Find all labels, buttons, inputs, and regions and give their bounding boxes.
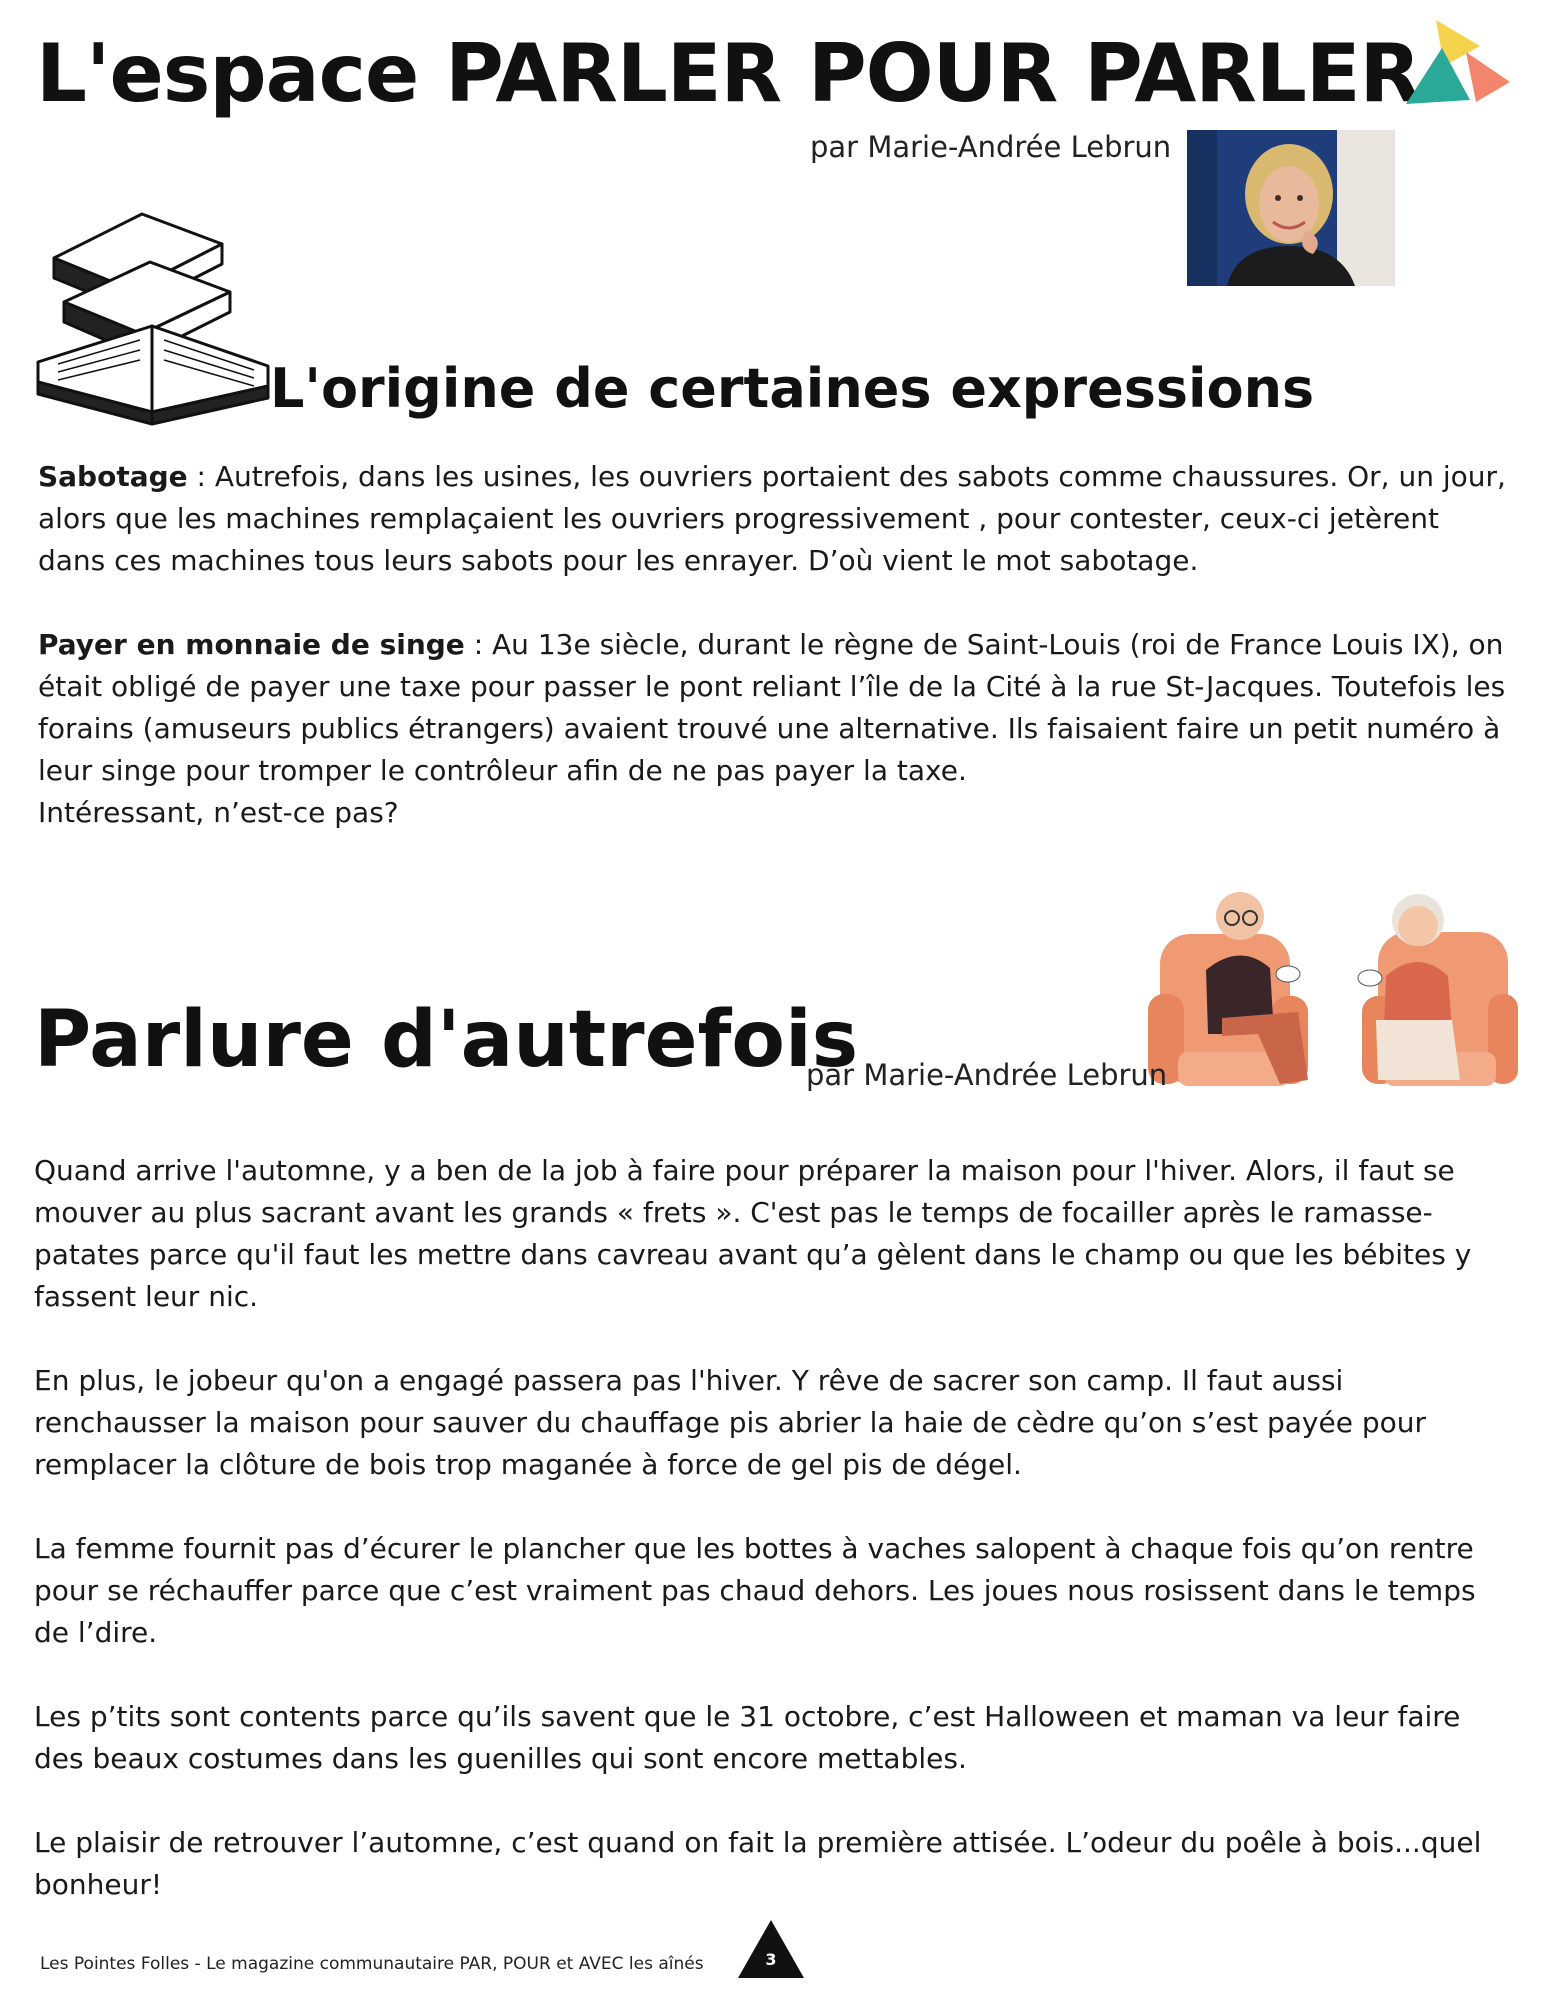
page-number: 3 bbox=[765, 1950, 777, 1969]
closing-remark: Intéressant, n’est-ce pas? bbox=[38, 796, 399, 829]
paragraph: La femme fournit pas d’écurer le plancher que les bottes à vaches salopent à chaque fois qu’on rentre pour se réchauffer parce que c’est vraiment pas chaud dehors. Les joues nous rosissent dans le temps de l’dire. bbox=[34, 1532, 1476, 1649]
expression-entry: Payer en monnaie de singe : Au 13e siècle, durant le règne de Saint-Louis (roi de France Louis IX), on était obligé de payer une taxe pour passer le pont reliant l’île de la Cité à la rue St-Jacques. Toutefois les forains (amuseurs publics étrangers) avaient trouvé une alternative. Ils faisaient faire un petit numéro à leur singe pour tromper le contrôleur afin de ne pas payer la taxe. bbox=[38, 628, 1506, 787]
expression-term: Payer en monnaie de singe bbox=[38, 628, 465, 661]
paragraph: En plus, le jobeur qu'on a engagé passera pas l'hiver. Y rêve de sacrer son camp. Il faut aussi renchausser la maison pour sauver du chauffage pis abrier la haie de cèdre qu’on s’est payée pour remplacer la clôture de bois trop maganée à force de gel pis de dégel. bbox=[34, 1364, 1426, 1481]
author-photo bbox=[1187, 130, 1395, 286]
expression-entry: Sabotage : Autrefois, dans les usines, les ouvriers portaient des sabots comme chaussures. Or, un jour, alors que les machines remplaçaient les ouvriers progressivement , pour contester, ceux-ci jetèrent dans ces machines tous leurs sabots pour les enrayer. D’où vient le mot sabotage. bbox=[38, 460, 1506, 577]
expression-term: Sabotage bbox=[38, 460, 188, 493]
page-title: L'espace PARLER POUR PARLER bbox=[36, 27, 1421, 120]
paragraph: Quand arrive l'automne, y a ben de la job à faire pour préparer la maison pour l'hiver. Alors, il faut se mouver au plus sacrant avant les grands « frets ». C'est pas le temps de focailler après le ramasse-patates parce qu'il faut les mettre dans cavreau avant qu’a gèlent dans le champ ou que les bébites y fassent leur nic. bbox=[34, 1154, 1472, 1313]
books-icon bbox=[32, 206, 272, 430]
magazine-logo bbox=[1398, 18, 1518, 110]
page-number-badge bbox=[738, 1920, 804, 1978]
section-title-parlure: Parlure d'autrefois bbox=[34, 995, 859, 1085]
paragraph: Le plaisir de retrouver l’automne, c’est quand on fait la première attisée. L’odeur du poêle à bois...quel bonheur! bbox=[34, 1826, 1482, 1901]
parlure-body bbox=[34, 1150, 1510, 1906]
section-byline: par Marie-Andrée Lebrun bbox=[806, 1058, 1168, 1092]
expression-definition: Au 13e siècle, durant le règne de Saint-Louis (roi de France Louis IX), on était obligé de payer une taxe pour passer le pont reliant l’île de la Cité à la rue St-Jacques. Toutefois les forains (amuseurs publics étrangers) avaient trouvé une alternative. Ils faisaient faire un petit numéro à leur singe pour tromper le contrôleur afin de ne pas payer la taxe. bbox=[38, 628, 1506, 787]
triangle-icon bbox=[738, 1920, 804, 1978]
footer-text: Les Pointes Folles - Le magazine communautaire PAR, POUR et AVEC les aînés bbox=[40, 1954, 704, 1974]
logo-coral-triangle bbox=[1466, 52, 1510, 102]
paragraph: Les p’tits sont contents parce qu’ils savent que le 31 octobre, c’est Halloween et maman va leur faire des beaux costumes dans les guenilles qui sont encore mettables. bbox=[34, 1700, 1461, 1775]
expression-definition: Autrefois, dans les usines, les ouvriers portaient des sabots comme chaussures. Or, un jour, alors que les machines remplaçaient les ouvriers progressivement , pour contester, ceux-ci jetèrent dans ces machines tous leurs sabots pour les enrayer. D’où vient le mot sabotage. bbox=[38, 460, 1506, 577]
expressions-body bbox=[38, 456, 1508, 834]
author-byline: par Marie-Andrée Lebrun bbox=[810, 130, 1172, 164]
section-title-expressions: L'origine de certaines expressions bbox=[270, 357, 1315, 420]
seniors-armchairs-illustration bbox=[1148, 884, 1518, 1112]
